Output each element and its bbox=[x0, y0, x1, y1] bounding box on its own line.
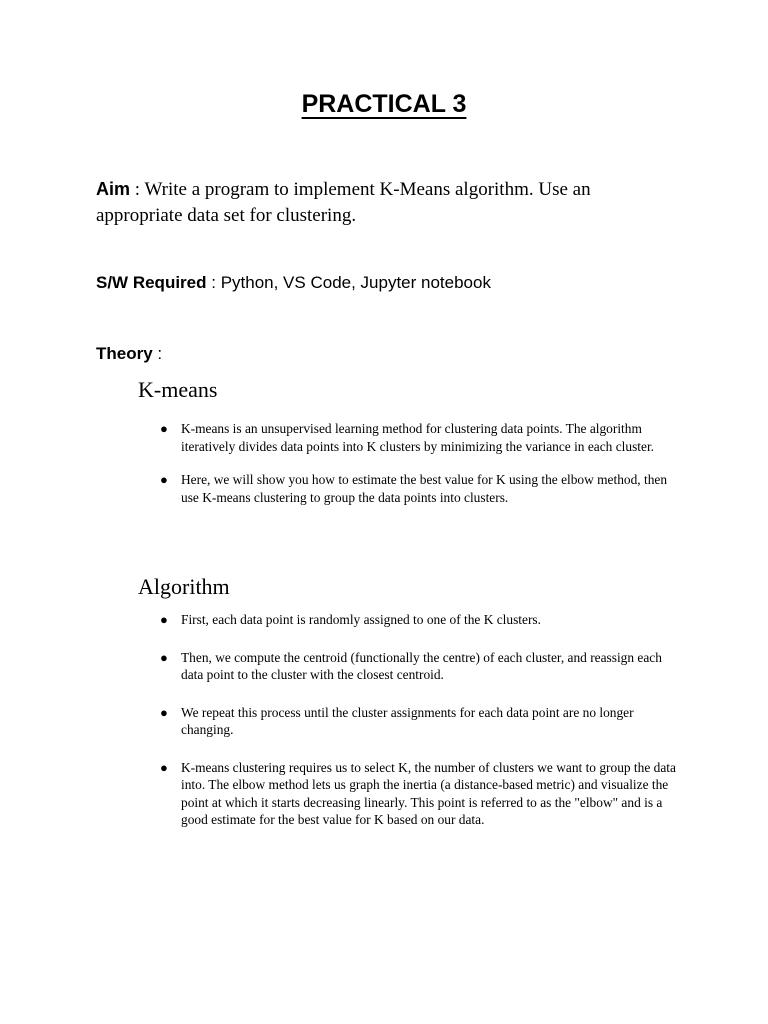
bullet-dot: ● bbox=[160, 649, 168, 665]
theory-label: Theory bbox=[96, 344, 153, 363]
theory-paragraph bbox=[96, 343, 162, 365]
algorithm-bullet-list bbox=[138, 611, 678, 829]
algorithm-heading: Algorithm bbox=[138, 574, 230, 599]
bullet-text: First, each data point is randomly assigned to one of the K clusters. bbox=[181, 612, 541, 627]
list-item bbox=[138, 649, 678, 684]
list-item bbox=[138, 420, 678, 455]
list-item bbox=[138, 759, 678, 829]
sw-required-separator: : bbox=[206, 273, 221, 292]
kmeans-heading: K-means bbox=[138, 377, 218, 402]
bullet-text: K-means is an unsupervised learning method for clustering data points. The algorithm iteratively divides data points into K clusters by minimizing the variance in each cluster. bbox=[181, 421, 655, 454]
list-item bbox=[138, 611, 678, 629]
sw-required-paragraph bbox=[96, 272, 696, 294]
list-item bbox=[138, 704, 678, 739]
bullet-text: K-means clustering requires us to select K, the number of clusters we want to group the data into. The elbow method lets us graph the inertia (a distance-based metric) and visualize the point at which it starts decreasing linearly. This point is referred to as the "elbow" and is a good estimate for the best value for K based on our data. bbox=[181, 759, 676, 827]
sw-required-text: Python, VS Code, Jupyter notebook bbox=[220, 273, 491, 292]
list-item bbox=[138, 471, 678, 506]
theory-separator: : bbox=[152, 344, 163, 363]
page-title bbox=[0, 90, 768, 119]
aim-paragraph bbox=[96, 176, 656, 229]
bullet-dot: ● bbox=[160, 421, 168, 436]
bullet-dot: ● bbox=[160, 472, 168, 487]
bullet-dot: ● bbox=[160, 612, 168, 627]
bullet-text: We repeat this process until the cluster assignments for each data point are no longer changing. bbox=[181, 704, 634, 737]
aim-label: Aim bbox=[96, 179, 131, 199]
kmeans-bullet-list bbox=[138, 420, 678, 506]
bullet-text: Here, we will show you how to estimate the best value for K using the elbow method, then use K-means clustering to group the data points into clusters. bbox=[181, 472, 668, 505]
page-title-text: PRACTICAL 3 bbox=[301, 90, 467, 118]
bullet-dot: ● bbox=[160, 759, 168, 775]
aim-separator: : bbox=[130, 179, 145, 200]
bullet-dot: ● bbox=[160, 704, 168, 720]
bullet-text: Then, we compute the centroid (functionally the centre) of each cluster, and reassign each data point to the cluster with the closest centroid. bbox=[181, 649, 662, 682]
sw-required-label: S/W Required bbox=[96, 273, 207, 292]
aim-text: Write a program to implement K-Means algorithm. Use an appropriate data set for clustering. bbox=[96, 179, 591, 226]
